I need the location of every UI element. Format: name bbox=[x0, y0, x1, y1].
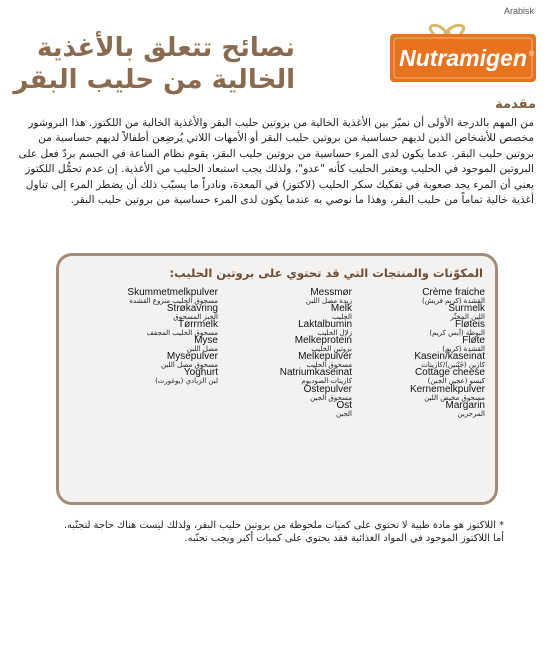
ingredients-box bbox=[56, 253, 498, 505]
ingredient-item bbox=[355, 304, 485, 320]
ingredient-name: Ost bbox=[336, 399, 352, 411]
ingredient-name: Melkepulver bbox=[298, 351, 352, 363]
ingredient-item bbox=[222, 336, 352, 352]
nutramigen-logo bbox=[388, 22, 538, 84]
ingredient-name: Tørrmelk bbox=[178, 319, 218, 331]
ingredient-name: Fløteis bbox=[455, 319, 485, 331]
trademark-symbol: ® bbox=[529, 51, 535, 58]
ingredient-item bbox=[88, 368, 218, 384]
ingredient-item bbox=[222, 304, 352, 320]
ingredient-item bbox=[355, 352, 485, 368]
ingredient-arabic: مسحوق الحليب منزوع القشدة bbox=[129, 297, 218, 305]
ingredient-item bbox=[88, 304, 218, 320]
ingredient-item bbox=[222, 288, 352, 304]
language-label: Arabisk bbox=[503, 6, 534, 16]
ingredient-name: Skummetmelkpulver bbox=[127, 287, 218, 298]
ingredient-name: Messmør bbox=[310, 287, 352, 298]
ingredient-arabic: القشدة (كريم فريش) bbox=[422, 297, 485, 305]
brand-name: Nutramigen bbox=[399, 45, 527, 71]
ingredient-item bbox=[222, 401, 352, 417]
ingredient-name: Melk bbox=[330, 303, 352, 315]
ingredient-arabic: الحليب bbox=[332, 313, 352, 322]
ingredient-item bbox=[355, 288, 485, 304]
intro-heading: مقدمة bbox=[495, 97, 536, 112]
ingredient-arabic: مسحوق الحليب bbox=[306, 361, 352, 370]
ingredients-column-1 bbox=[355, 288, 485, 417]
ingredient-name: Kasein/kaseinat bbox=[414, 351, 485, 363]
ingredient-item bbox=[88, 336, 218, 352]
ingredient-arabic: كيسو (عجين الجبن) bbox=[427, 377, 485, 386]
ingredient-item bbox=[222, 385, 352, 401]
footnote-line-1: * اللاكتوز هو مادة طبية لا تحتوي على كميات ملحوظة من بروتين حليب البقر، ولذلك ليست هناك حاجة لتجنّبه. bbox=[63, 520, 504, 531]
ingredient-arabic: البوظة (آيس كريم) bbox=[429, 329, 485, 338]
ingredient-name: Mysepulver bbox=[166, 351, 218, 363]
ingredient-arabic: الجبن bbox=[335, 409, 352, 418]
ingredient-arabic: كازينات الصوديوم bbox=[301, 377, 352, 386]
title-line-1: نصائح تتعلق بالأغذية bbox=[36, 33, 295, 63]
ingredient-name: Fløte bbox=[462, 335, 485, 347]
ingredients-column-3 bbox=[88, 288, 218, 385]
ingredient-name: Laktalbumin bbox=[298, 319, 352, 331]
ingredient-arabic: مسحوق الحليب المجفف bbox=[146, 329, 218, 338]
ingredient-arabic: الخبز المسحوق bbox=[173, 313, 218, 322]
intro-paragraph: من المهم بالدرجة الأولى أن نميّز بين الأغذية الخالية من بروتين حليب البقر والأغذية الخالية من اللكتوز. هذا البروشور مخصص للأشخاص الذين لديهم حساسية من بروتين حليب البقر أو الأمهات اللاتي يُرضِعن أطفالاً لديهم حساسية من بروتين حليب البقر. عدما يكون لدى المرء حساسية من بروتين حليب البقر، يقوم نظام المناعة في الجسم بردّ فعل على البروتين الموجود في الحليب ويعتبر الحليب كأنه "عدو"، ولذلك يجب استبعاد الحليب من الأغذية. إن عدم تحمُّل اللكتوز يعني أن المرء يجد صعوبة في تفكيك سكر الحليب (لاكتوز) في المعدة، ونادراً ما يسبّب ذلك أن يضطر المرء إلى تناول أغذية خالية تماماً من حليب البقر، وهذا ما نوصي به عندما يكون لدى المرء حساسية من بروتين حليب البقر. bbox=[18, 117, 534, 207]
ingredient-name: Natriumkaseinat bbox=[279, 367, 352, 379]
ingredient-item bbox=[355, 320, 485, 336]
ingredient-arabic: كازين (جُبْنين)/كازينات bbox=[421, 361, 485, 370]
ingredient-item bbox=[222, 352, 352, 368]
ingredient-name: Crème fraiche bbox=[422, 287, 485, 298]
ingredient-item bbox=[355, 385, 485, 401]
ingredient-arabic: بروتين الحليب bbox=[311, 345, 352, 354]
ingredient-item bbox=[88, 352, 218, 368]
ingredient-name: Kernemelkpulver bbox=[409, 383, 485, 395]
ingredient-arabic: المرجرين bbox=[457, 409, 485, 418]
ingredient-arabic: القشدة (كريم) bbox=[442, 345, 485, 354]
title-line-2: الخالية من حليب البقر bbox=[13, 65, 295, 95]
ingredient-arabic: مسحوق مخيض اللبن bbox=[424, 393, 485, 402]
ingredients-column-2 bbox=[222, 288, 352, 417]
ingredient-item bbox=[355, 336, 485, 352]
ingredient-arabic: لبن الزبادي (يوغورت) bbox=[155, 377, 218, 386]
ingredient-arabic: اللبن المخثّر bbox=[450, 313, 485, 322]
ingredient-arabic: مسحوق مصل اللبن bbox=[161, 361, 218, 370]
ingredient-item bbox=[355, 401, 485, 417]
ingredient-arabic: مسحوق الجبن bbox=[310, 393, 352, 402]
page-title bbox=[10, 32, 295, 96]
ingredient-name: Margarin bbox=[445, 399, 485, 411]
ingredient-name: Surmelk bbox=[448, 303, 485, 315]
footnote bbox=[40, 519, 504, 545]
ingredient-name: Myse bbox=[194, 335, 218, 347]
ingredient-name: Melkeprotein bbox=[294, 335, 352, 347]
ingredient-arabic: زلال الحليب bbox=[317, 329, 352, 338]
ingredient-item bbox=[222, 368, 352, 384]
ingredient-name: Cottage cheese bbox=[414, 367, 485, 379]
ingredient-item bbox=[222, 320, 352, 336]
ingredient-name: Yoghurt bbox=[183, 367, 218, 379]
ingredients-heading: المكوّنات والمنتجات التي قد تحتوي على بروتين الحليب: bbox=[169, 266, 483, 280]
footnote-line-2: أما اللاكتوز الموجود في المواد الغذائية فقد يحتوي على كميات أكبر ويجب تجنّبه. bbox=[184, 533, 504, 544]
ingredient-name: Strøkavring bbox=[166, 303, 218, 315]
ingredient-arabic: مصل اللبن bbox=[186, 345, 218, 354]
ingredient-item bbox=[88, 320, 218, 336]
ingredient-item bbox=[355, 368, 485, 384]
ingredient-name: Ostepulver bbox=[303, 383, 352, 395]
ingredient-item bbox=[88, 288, 218, 304]
ingredient-arabic: زبدة مصل اللبن bbox=[305, 297, 352, 305]
